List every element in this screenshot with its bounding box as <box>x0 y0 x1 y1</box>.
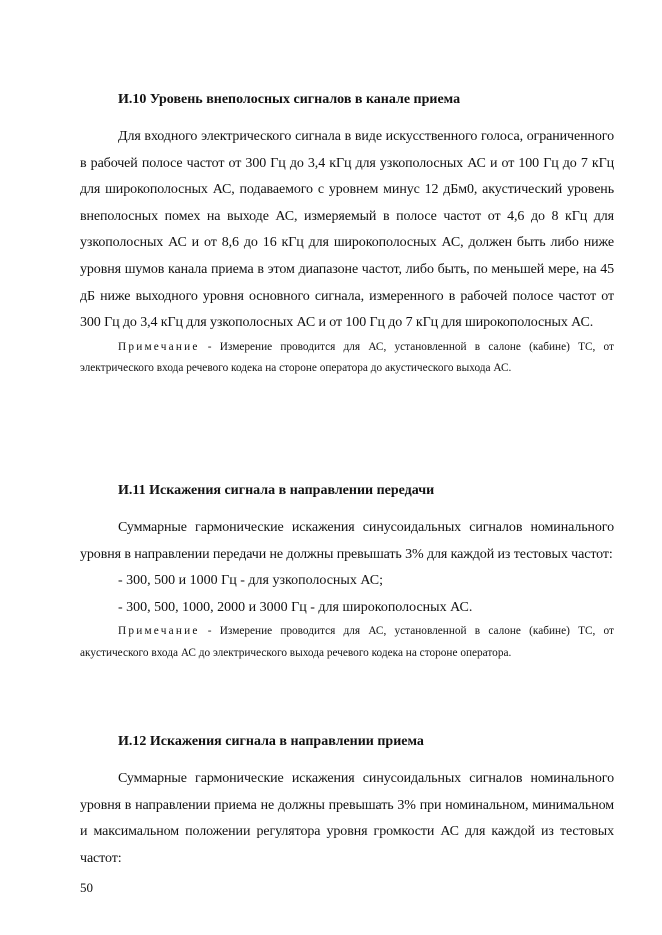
note-label: Примечание <box>118 340 200 353</box>
section-paragraph: Для входного электрического сигнала в виде искусственного голоса, ограниченного в рабочей полосе частот от 300 Гц до 3,4 кГц для узкополосных АС и от 100 Гц до 7 кГц для широкополосных АС, подаваемого с уровнем минус 12 дБм0, акустический уровень внеполосных помех на выходе АС, измеряемый в полосе частот от 4,6 до 8 кГц для узкополосных АС и от 8,6 до 16 кГц для широкополосных АС, должен быть либо ниже уровня шумов канала приема в этом диапазоне частот, либо быть, по меньшей мере, на 45 дБ ниже выходного уровня основного сигнала, измеренного в рабочей полосе частот от 300 Гц до 3,4 кГц для узкополосных АС и от 100 Гц до 7 кГц для широкополосных АС. <box>80 129 614 331</box>
section-i11 <box>80 481 614 664</box>
note <box>80 621 614 664</box>
note-label: Примечание <box>118 625 200 638</box>
section-paragraph: Суммарные гармонические искажения синусоидальных сигналов номинального уровня в направлении передачи не должны превышать 3% для каждой из тестовых частот: <box>80 520 614 562</box>
list-item: - 300, 500 и 1000 Гц - для узкополосных АС; <box>118 573 383 589</box>
note-text: - Измерение проводится для АС, установленной в салоне (кабине) ТС, от электрического входа речевого кодека на стороне оператора до акустического выхода АС. <box>80 340 614 375</box>
section-heading: И.12 Искажения сигнала в направлении приема <box>118 734 424 749</box>
note <box>80 337 614 380</box>
page-number: 50 <box>80 880 93 895</box>
section-heading: И.10 Уровень внеполосных сигналов в канале приема <box>118 92 461 107</box>
section-i12 <box>80 732 614 872</box>
note-text: - Измерение проводится для АС, установленной в салоне (кабине) ТС, от акустического входа АС до электрического выхода речевого кодека на стороне оператора. <box>80 625 614 659</box>
section-heading: И.11 Искажения сигнала в направлении передачи <box>118 483 435 498</box>
section-i10 <box>80 90 614 380</box>
section-paragraph: Суммарные гармонические искажения синусоидальных сигналов номинального уровня в направлении приема не должны превышать 3% при номинальном, минимальном и максимальном положении регулятора уровня громкости АС для каждой из тестовых частот: <box>80 771 614 866</box>
list-item: - 300, 500, 1000, 2000 и 3000 Гц - для широкополосных АС. <box>118 599 473 615</box>
